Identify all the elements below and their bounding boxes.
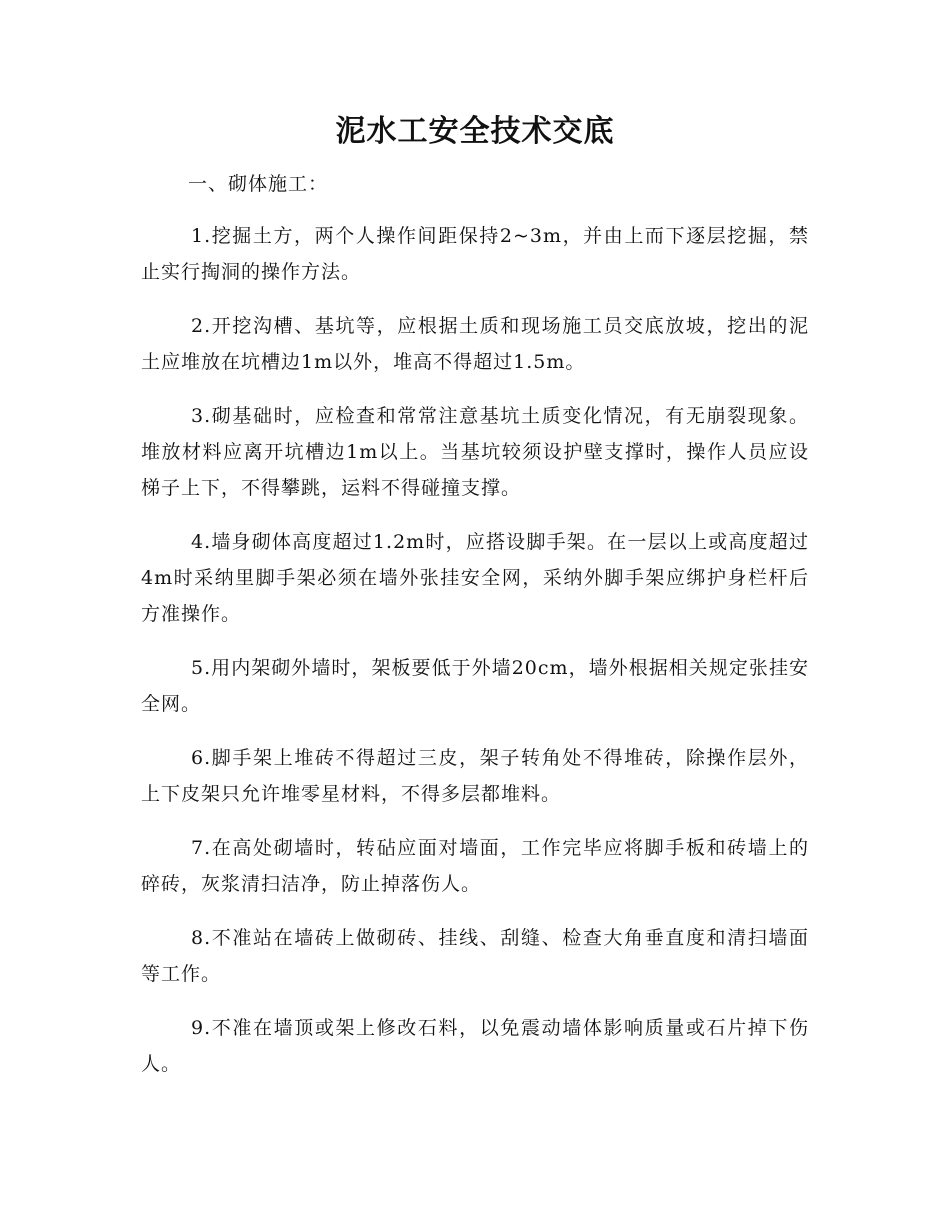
paragraph-3: 3.砌基础时，应检查和常常注意基坑土质变化情况，有无崩裂现象。堆放材料应离开坑槽边1m以上。当基坑较须设护壁支撑时，操作人员应设梯子上下，不得攀跳，运料不得碰撞支撑。: [141, 405, 809, 499]
document-title: 泥水工安全技术交底: [335, 114, 615, 149]
paragraph-7: 7.在高处砌墙时，转砧应面对墙面，工作完毕应将脚手板和砖墙上的碎砖，灰浆清扫洁净，防止掉落伤人。: [141, 837, 809, 895]
section-heading: 一、砌体施工：: [188, 173, 329, 195]
paragraph-9: 9.不准在墙顶或架上修改石料，以免震动墙体影响质量或石片掉下伤人。: [141, 1017, 809, 1075]
document-body: [141, 218, 809, 1100]
paragraph-2: 2.开挖沟槽、基坑等，应根据土质和现场施工员交底放坡，挖出的泥土应堆放在坑槽边1m以外，堆高不得超过1.5m。: [141, 315, 809, 373]
paragraph-8: 8.不准站在墙砖上做砌砖、挂线、刮缝、检查大角垂直度和清扫墙面等工作。: [141, 927, 809, 985]
paragraph-4: 4.墙身砌体高度超过1.2m时，应搭设脚手架。在一层以上或高度超过4m时采纳里脚手架必须在墙外张挂安全网，采纳外脚手架应绑护身栏杆后方准操作。: [141, 531, 809, 625]
paragraph-6: 6.脚手架上堆砖不得超过三皮，架子转角处不得堆砖，除操作层外，上下皮架只允许堆零星材料，不得多层都堆料。: [141, 747, 809, 805]
paragraph-5: 5.用内架砌外墙时，架板要低于外墙20cm，墙外根据相关规定张挂安全网。: [141, 657, 809, 715]
paragraph-1: 1.挖掘土方，两个人操作间距保持2~3m，并由上而下逐层挖掘，禁止实行掏洞的操作方法。: [141, 225, 809, 283]
